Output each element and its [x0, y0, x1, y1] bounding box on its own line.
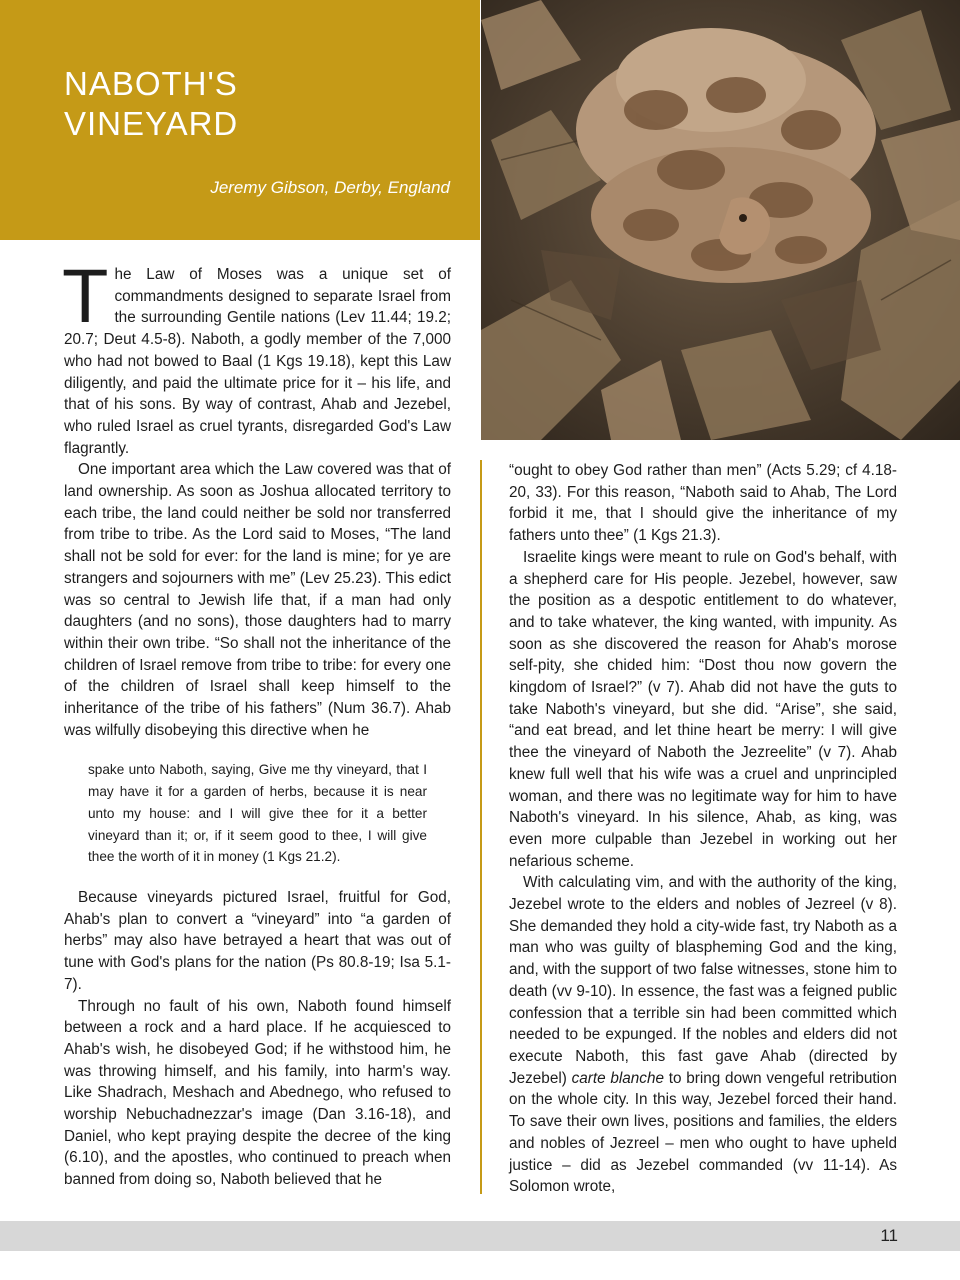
- snake-in-leaves-illustration: [481, 0, 960, 440]
- column-divider: [480, 460, 482, 1194]
- drop-cap: T: [62, 254, 109, 339]
- footer-bar: [0, 1221, 960, 1251]
- paragraph: Through no fault of his own, Naboth found himself between a rock and a hard place. If he acquiesced to Ahab's wish, he disobeyed God; if he withstood him, he was throwing himself, and his family, into harm's way. Like Shadrach, Meshach and Abednego, who refused to worship Nebuchadnezzar's image (Dan 3.16-18), and Daniel, who kept praying despite the decree of the king (6.10), and the apostles, who continued to preach when banned from doing so, Naboth believed that he: [64, 997, 451, 1189]
- italic-phrase: carte blanche: [571, 1069, 664, 1087]
- column-1: [62, 254, 451, 1191]
- article-author: Jeremy Gibson, Derby, England: [210, 178, 450, 197]
- paragraph: “ought to obey God rather than men” (Acts 5.29; cf 4.18-20, 33). For this reason, “Naboth said to Ahab, The Lord forbid it me, that I should give the inheritance of my fathers unto thee” (1 Kgs 21.3).: [509, 462, 897, 545]
- paragraph: [509, 872, 897, 1198]
- paragraph-text: to bring down vengeful retribution on the whole city. In this way, Jezebel forced their hand. To save their own lives, positions and families, the elders and nobles of Jezreel – men who ought to have upheld justice – did as Jezebel commanded (vv 11-14). As Solomon wrote,: [509, 1069, 898, 1196]
- paragraph-text: With calculating vim, and with the authority of the king, Jezebel wrote to the elders and nobles of Jezreel (v 8). She demanded they hold a city-wide fast, try Naboth as a man who was guilty of blaspheming God and the king, and, with the support of two false witnesses, stone him to death (vv 9-10). In essence, the fast was a feigned public confession that a terrible sin had been committed which needed to be expunged. If the nobles and elders did not execute Naboth, this fast gave Ahab (directed by Jezebel): [509, 874, 897, 1087]
- column-2: [509, 460, 897, 1198]
- intro-paragraph: [62, 254, 451, 459]
- snake-photo: [481, 0, 960, 440]
- title-block: [0, 0, 480, 240]
- article-title: NABOTH'S VINEYARD: [64, 65, 239, 142]
- intro-text: he Law of Moses was a unique set of commandments designed to separate Israel from the surrounding Gentile nations (Lev 11.44; 19.2; 20.7; Deut 4.5-8). Naboth, a godly member of the 7,000 who had not bowed to Baal (1 Kgs 19.18), kept this Law diligently, and paid the ultimate price for it – his life, and that of his sons. By way of contrast, Ahab and Jezebel, who ruled Israel as cruel tyrants, disregarded God's Law flagrantly.: [64, 266, 451, 457]
- scripture-quote: spake unto Naboth, saying, Give me thy vineyard, that I may have it for a garden of herbs, because it is near unto my house: and I will give thee for it a better vineyard than it; or, if it seem good to thee, I will give thee the worth of it in money (1 Kgs 21.2).: [88, 762, 427, 865]
- page-number: 11: [880, 1226, 898, 1245]
- paragraph: Because vineyards pictured Israel, fruitful for God, Ahab's plan to convert a “vineyard” into “a garden of herbs” may also have betrayed a heart that was out of tune with God's plans for the nation (Ps 80.8-19; Isa 5.1-7).: [64, 888, 451, 993]
- paragraph: One important area which the Law covered was that of land ownership. As soon as Joshua allocated territory to each tribe, the land could neither be sold nor transferred from tribe to tribe. As the Lord said to Moses, “The land shall not be sold for ever: for the land is mine; for ye are strangers and sojourners with me” (Lev 25.23). This edict was so central to Jewish life that, if a man had only daughters (and no sons), those daughters had to marry within their own tribe. “So shall not the inheritance of the children of Israel remove from tribe to tribe: for every one of the children of Israel shall keep himself to the inheritance of the tribe of his fathers” (Num 36.7). Ahab was wilfully disobeying this directive when he: [64, 461, 451, 739]
- paragraph: Israelite kings were meant to rule on God's behalf, with a shepherd care for His people. Jezebel, however, saw the position as a despotic entitlement to do whatever, and to take whatever, the king wanted, with impunity. As soon as she discovered the reason for Ahab's morose self-pity, she chided him: “Dost thou now govern the kingdom of Israel?” (v 7). Ahab did not have the guts to take Naboth's vineyard, but she did. “Arise”, she said, “and eat bread, and let thine heart be merry: I will give thee the vineyard of Naboth the Jezreelite” (v 7). Ahab knew full well that his wife was a cruel and unprincipled woman, and there was no legitimate way for him to have Naboth's vineyard. In his silence, Ahab, as king, was even more culpable than Jezebel in working out her nefarious scheme.: [509, 548, 897, 870]
